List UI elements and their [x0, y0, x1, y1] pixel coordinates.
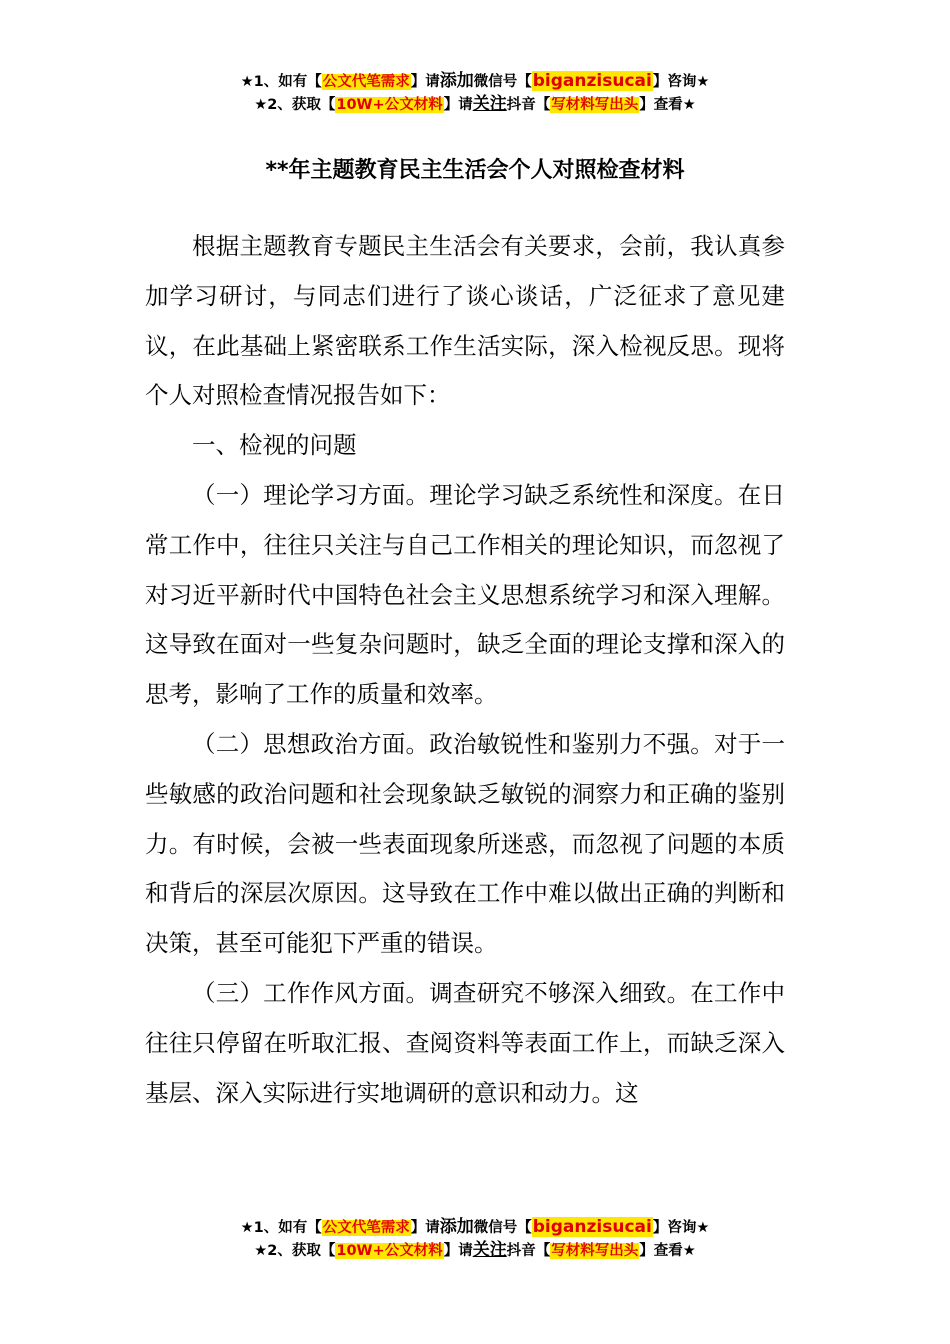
document-body: [145, 222, 785, 1118]
banner-text: 微信号【: [473, 74, 532, 90]
paragraph-workstyle: （三）工作作风方面。调查研究不够深入细致。在工作中往往只停留在听取汇报、查阅资料等表面工作上，而缺乏深入基层、深入实际进行实地调研的意识和动力。这: [145, 978, 785, 1107]
banner-text: 】查看: [639, 1243, 683, 1259]
highlight-wechat-id: biganzisucai: [532, 71, 652, 91]
banner-text: 】请: [410, 1220, 440, 1236]
star-icon: ★: [240, 1220, 254, 1236]
banner-text: 抖音【: [506, 1243, 551, 1259]
highlight-douyin: 写材料写出头: [551, 97, 639, 113]
header-banner: [0, 70, 950, 116]
highlight-materials: 10W+公文材料: [336, 1243, 443, 1259]
highlight-wechat-id: biganzisucai: [532, 1217, 652, 1237]
banner-text: 抖音【: [506, 97, 551, 113]
star-icon: ★: [240, 74, 254, 90]
banner-text: 】请: [410, 74, 440, 90]
banner-line-2: [0, 93, 950, 116]
footer-banner: [0, 1216, 950, 1262]
star-icon: ★: [254, 1243, 268, 1259]
banner-text: 1、如有【: [253, 1220, 322, 1236]
star-icon: ★: [682, 1243, 696, 1259]
banner-text: 】请: [443, 97, 473, 113]
document-title: **年主题教育民主生活会个人对照检查材料: [265, 158, 685, 183]
highlight-service: 公文代笔需求: [322, 1220, 410, 1236]
banner-text: 】咨询: [652, 74, 697, 90]
banner-line-2: [0, 1239, 950, 1262]
paragraph-intro: 根据主题教育专题民主生活会有关要求，会前，我认真参加学习研讨，与同志们进行了谈心谈话，广泛征求了意见建议，在此基础上紧密联系工作生活实际，深入检视反思。现将个人对照检查情况报告如下：: [145, 232, 785, 410]
star-icon: ★: [254, 97, 268, 113]
banner-text: 1、如有【: [253, 74, 322, 90]
banner-text: 】请: [443, 1243, 473, 1259]
banner-emphasis: 关注: [472, 94, 507, 114]
highlight-douyin: 写材料写出头: [551, 1243, 639, 1259]
banner-emphasis: 添加: [439, 1217, 474, 1237]
banner-line-1: [0, 1216, 950, 1239]
banner-emphasis: 关注: [472, 1240, 507, 1260]
banner-text: 2、获取【: [267, 1243, 336, 1259]
banner-text: 微信号【: [473, 1220, 532, 1236]
banner-text: 2、获取【: [267, 97, 336, 113]
star-icon: ★: [696, 74, 710, 90]
star-icon: ★: [682, 97, 696, 113]
star-icon: ★: [696, 1220, 710, 1236]
banner-text: 】查看: [639, 97, 683, 113]
highlight-service: 公文代笔需求: [322, 74, 410, 90]
banner-emphasis: 添加: [439, 71, 474, 91]
highlight-materials: 10W+公文材料: [336, 97, 443, 113]
paragraph-politics: （二）思想政治方面。政治敏锐性和鉴别力不强。对于一些敏感的政治问题和社会现象缺乏敏锐的洞察力和正确的鉴别力。有时候，会被一些表面现象所迷惑，而忽视了问题的本质和背后的深层次原因。这导致在工作中难以做出正确的判断和决策，甚至可能犯下严重的错误。: [145, 729, 785, 958]
banner-line-1: [0, 70, 950, 93]
banner-text: 】咨询: [652, 1220, 697, 1236]
paragraph-theory: （一）理论学习方面。理论学习缺乏系统性和深度。在日常工作中，往往只关注与自己工作相关的理论知识，而忽视了对习近平新时代中国特色社会主义思想系统学习和深入理解。这导致在面对一些复杂问题时，缺乏全面的理论支撑和深入的思考，影响了工作的质量和效率。: [145, 480, 785, 709]
section-heading: 一、检视的问题: [192, 431, 357, 460]
